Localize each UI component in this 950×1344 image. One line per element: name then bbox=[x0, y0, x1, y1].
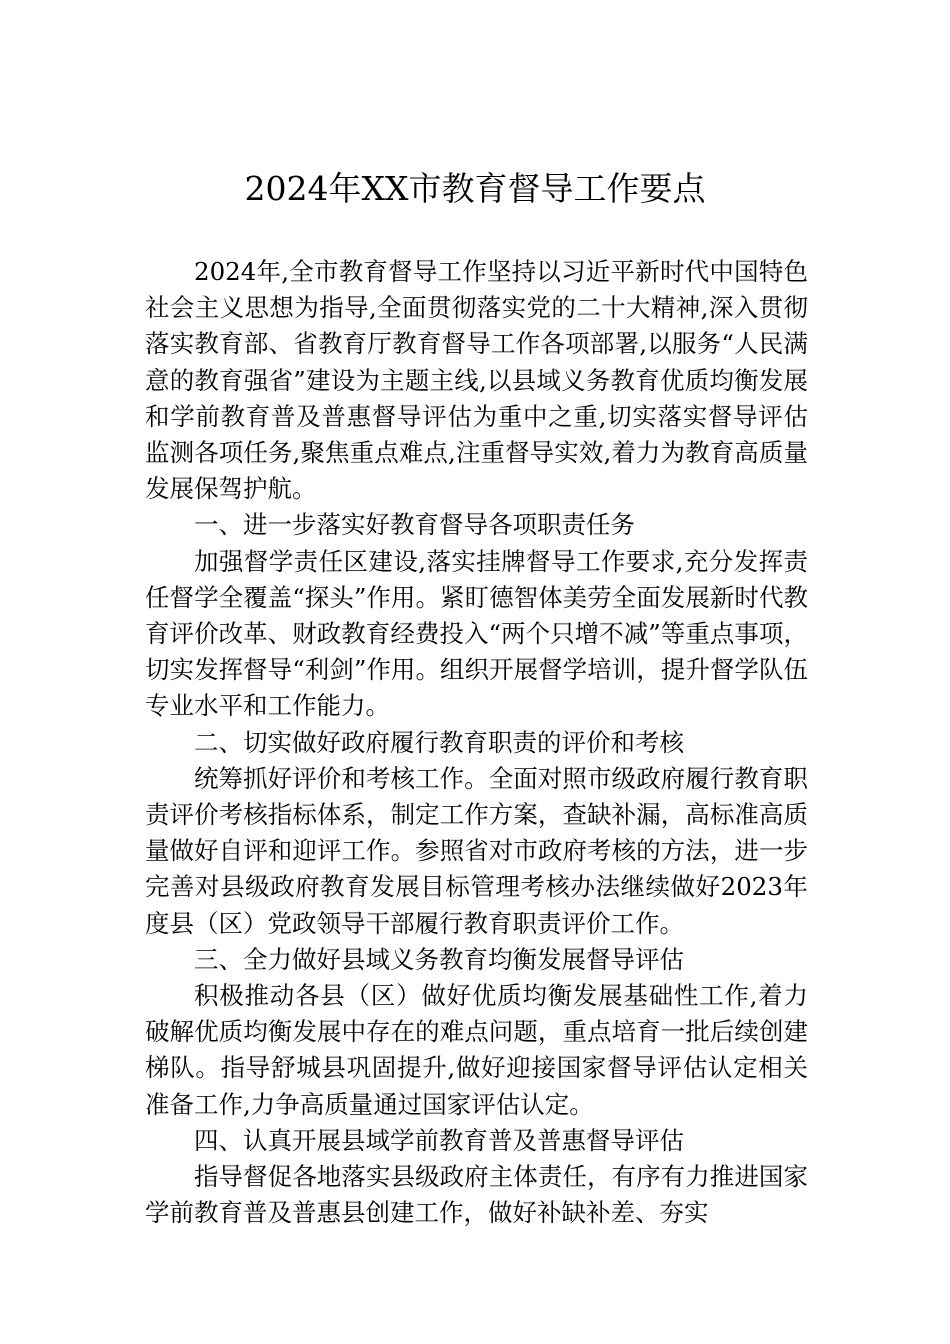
section-paragraph-4: 指导督促各地落实县级政府主体责任，有序有力推进国家学前教育普及普惠县创建工作，做好补缺补差、夯实 bbox=[145, 1162, 808, 1228]
intro-paragraph: 2024年,全市教育督导工作坚持以习近平新时代中国特色社会主义思想为指导,全面贯彻落实党的二十大精神,深入贯彻落实教育部、省教育厅教育督导工作各项部署,以服务“人民满意的教育强省”建设为主题主线,以县域义务教育优质均衡发展和学前教育普及普惠督导评估为重中之重,切实落实督导评估监测各项任务,聚焦重点难点,注重督导实效,着力为教育高质量发展保驾护航。 bbox=[145, 257, 808, 504]
section-paragraph-1: 加强督学责任区建设,落实挂牌督导工作要求,充分发挥责任督学全覆盖“探头”作用。紧盯德智体美劳全面发展新时代教育评价改革、财政教育经费投入“两个只增不减”等重点事项，切实发挥督导“利剑”作用。组织开展督学培训，提升督学队伍专业水平和工作能力。 bbox=[145, 546, 808, 721]
section-heading-1: 一、进一步落实好教育督导各项职责任务 bbox=[194, 510, 635, 540]
document-title: 2024年XX市教育督导工作要点 bbox=[244, 169, 706, 208]
section-paragraph-3: 积极推动各县（区）做好优质均衡发展基础性工作,着力破解优质均衡发展中存在的难点问题，重点培育一批后续创建梯队。指导舒城县巩固提升,做好迎接国家督导评估认定相关准备工作,力争高质量通过国家评估认定。 bbox=[145, 981, 808, 1119]
section-heading-2: 二、切实做好政府履行教育职责的评价和考核 bbox=[194, 727, 684, 757]
section-heading-4: 四、认真开展县域学前教育普及普惠督导评估 bbox=[194, 1125, 684, 1155]
document-body bbox=[145, 254, 808, 1231]
section-heading-3: 三、全力做好县域义务教育均衡发展督导评估 bbox=[194, 944, 684, 974]
section-paragraph-2: 统筹抓好评价和考核工作。全面对照市级政府履行教育职责评价考核指标体系，制定工作方案，查缺补漏，高标准高质量做好自评和迎评工作。参照省对市政府考核的方法，进一步完善对县级政府教育发展目标管理考核办法继续做好2023年度县（区）党政领导干部履行教育职责评价工作。 bbox=[145, 763, 808, 938]
